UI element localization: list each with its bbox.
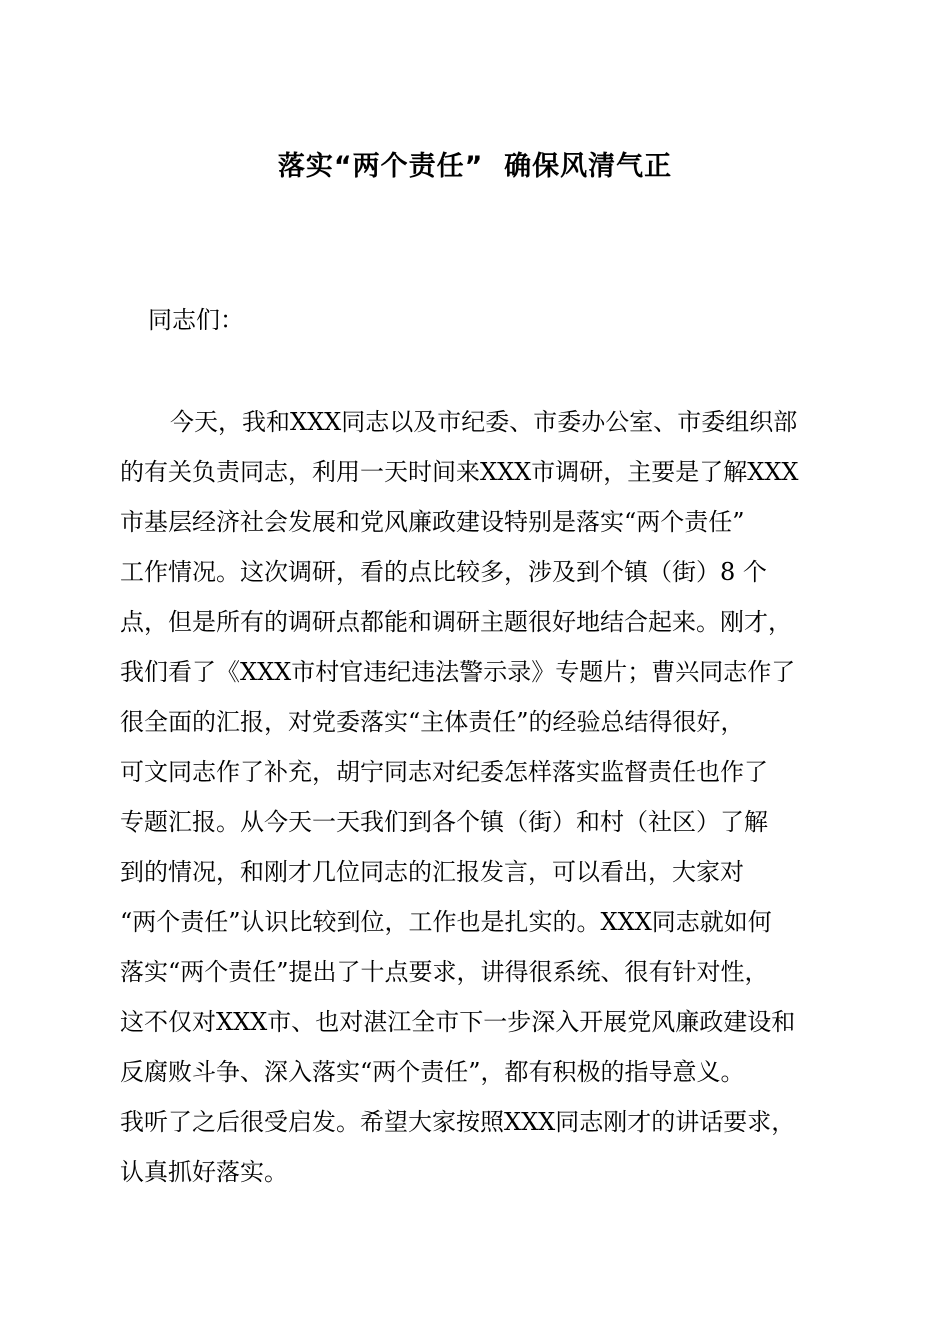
paragraph-line: 市基层经济社会发展和党风廉政建设特别是落实“两个责任”	[120, 508, 745, 536]
body-paragraph	[120, 397, 840, 1197]
paragraph-line: 反腐败斗争、深入落实“两个责任”，都有积极的指导意义。	[120, 1058, 745, 1086]
paragraph-line: 认真抓好落实。	[120, 1158, 288, 1186]
document-title: 落实“两个责任” 确保风清气正	[277, 151, 673, 182]
paragraph-line: 这不仅对XXX市、也对湛江全市下一步深入开展党风廉政建设和	[120, 1008, 796, 1036]
salutation: 同志们：	[148, 306, 244, 334]
paragraph-line: 点，但是所有的调研点都能和调研主题很好地结合起来。刚才，	[120, 608, 792, 636]
paragraph-line: 我们看了《XXX市村官违纪违法警示录》专题片；曹兴同志作了	[120, 658, 796, 686]
paragraph-line: 可文同志作了补充，胡宁同志对纪委怎样落实监督责任也作了	[120, 758, 768, 786]
paragraph-line: 我听了之后很受启发。希望大家按照XXX同志刚才的讲话要求，	[120, 1108, 796, 1136]
paragraph-line: 很全面的汇报，对党委落实“主体责任”的经验总结得很好，	[120, 708, 745, 736]
paragraph-line: 到的情况，和刚才几位同志的汇报发言，可以看出，大家对	[120, 858, 744, 886]
paragraph-line: 的有关负责同志，利用一天时间来XXX市调研，主要是了解XXX	[120, 458, 799, 486]
paragraph-line: 今天，我和XXX同志以及市纪委、市委办公室、市委组织部	[170, 408, 798, 436]
paragraph-line: 落实“两个责任”提出了十点要求，讲得很系统、很有针对性，	[120, 958, 769, 986]
paragraph-line: 专题汇报。从今天一天我们到各个镇（街）和村（社区）了解	[120, 808, 768, 836]
paragraph-line: “两个责任”认识比较到位，工作也是扎实的。XXX同志就如何	[120, 908, 772, 936]
paragraph-line: 工作情况。这次调研，看的点比较多，涉及到个镇（街）8 个	[120, 558, 767, 586]
